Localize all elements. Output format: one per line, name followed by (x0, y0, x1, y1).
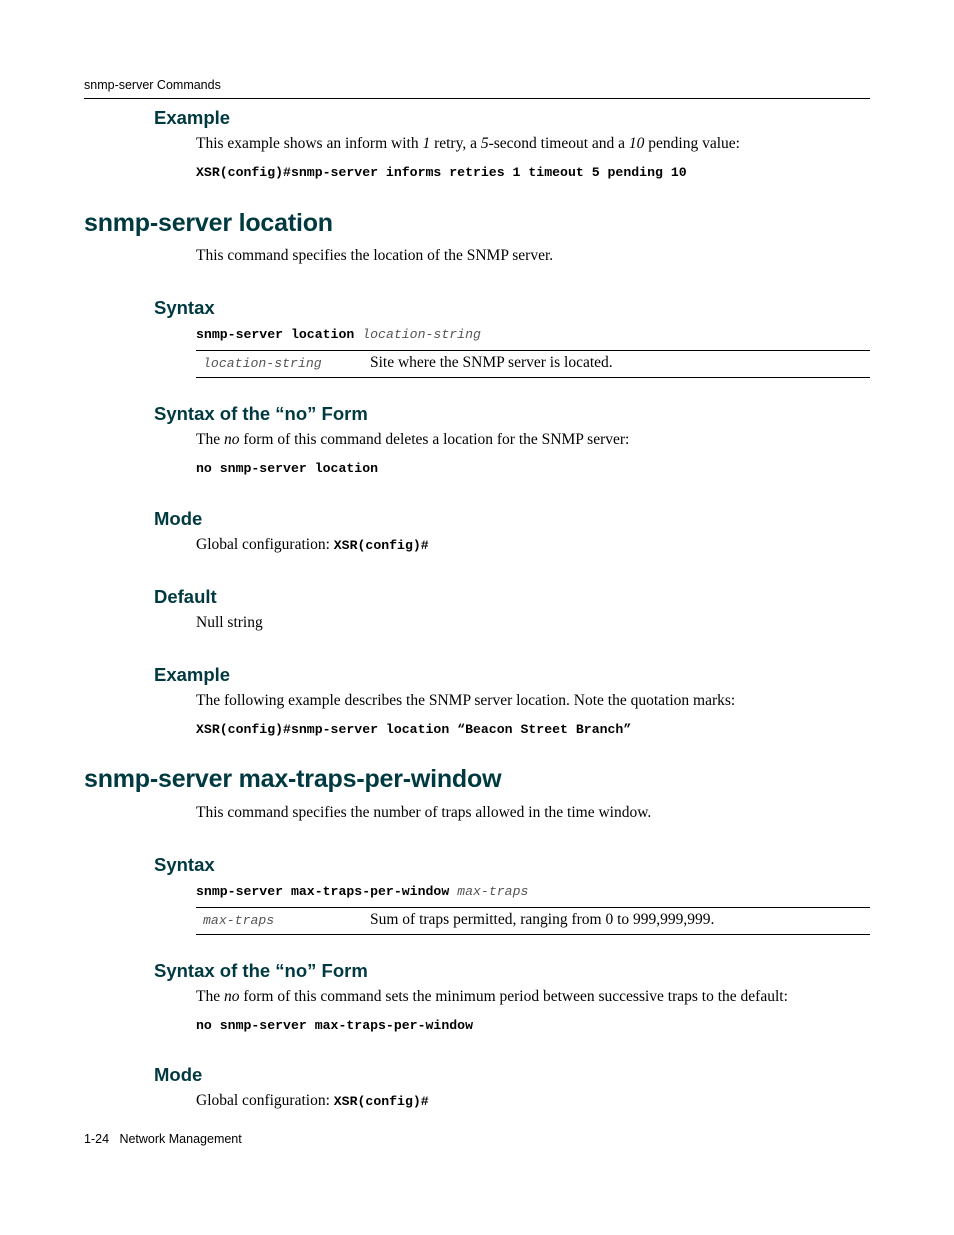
header-rule (84, 98, 870, 99)
location-default-heading: Default (154, 586, 217, 607)
max-traps-syntax-heading: Syntax (154, 854, 215, 875)
parameter-name: max-traps (203, 913, 275, 928)
running-header: snmp-server Commands (84, 78, 221, 92)
example-description: This example shows an inform with 1 retry, a 5-second timeout and a 10 pending value: (196, 135, 740, 152)
max-traps-no-form-description: The no form of this command sets the minimum period between successive traps to the default: (196, 988, 788, 1005)
max-traps-no-form-code: no snmp-server max-traps-per-window (196, 1018, 473, 1033)
example-heading: Example (154, 107, 231, 128)
location-parameter-table (196, 350, 870, 378)
book-title: Network Management (119, 1132, 242, 1146)
page-number: 1-24 (84, 1132, 110, 1146)
location-syntax-line: snmp-server location location-string (196, 327, 481, 342)
max-traps-parameter-table (196, 907, 870, 935)
parameter-description: Sum of traps permitted, ranging from 0 to 999,999,999. (370, 911, 715, 928)
max-traps-description: This command specifies the number of traps allowed in the time window. (196, 804, 652, 821)
location-default-text: Null string (196, 614, 263, 631)
location-mode-heading: Mode (154, 508, 203, 529)
page-footer (84, 1132, 242, 1146)
max-traps-no-form-heading: Syntax of the “no” Form (154, 960, 368, 981)
location-example-code: XSR(config)#snmp-server location “Beacon Street Branch” (196, 722, 632, 737)
location-example-heading: Example (154, 664, 231, 685)
example-code: XSR(config)#snmp-server informs retries 1 timeout 5 pending 10 (196, 165, 687, 180)
location-example-description: The following example describes the SNMP server location. Note the quotation marks: (196, 692, 736, 709)
section-title-max-traps: snmp-server max-traps-per-window (84, 765, 502, 793)
max-traps-syntax-line: snmp-server max-traps-per-window max-traps (196, 884, 529, 899)
section-title-location: snmp-server location (84, 209, 333, 237)
parameter-description: Site where the SNMP server is located. (370, 354, 613, 371)
max-traps-mode-heading: Mode (154, 1064, 203, 1085)
max-traps-mode-text: Global configuration: XSR(config)# (196, 1092, 429, 1109)
location-no-form-description: The no form of this command deletes a location for the SNMP server: (196, 431, 630, 448)
location-no-form-heading: Syntax of the “no” Form (154, 403, 368, 424)
location-no-form-code: no snmp-server location (196, 461, 379, 476)
parameter-name: location-string (203, 356, 322, 371)
location-syntax-heading: Syntax (154, 297, 215, 318)
location-mode-text: Global configuration: XSR(config)# (196, 536, 429, 553)
location-description: This command specifies the location of the SNMP server. (196, 247, 554, 264)
